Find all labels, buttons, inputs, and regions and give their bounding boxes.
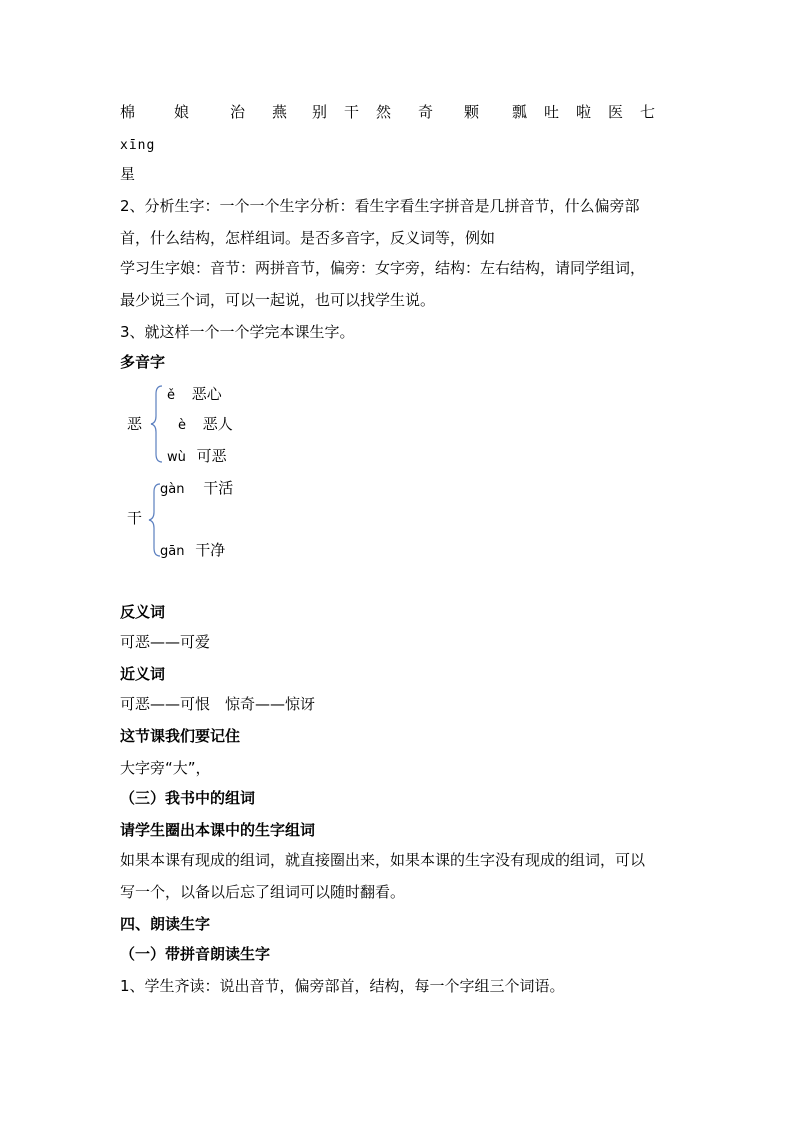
step2-line-1: 2、分析生字：一个一个生字分析：看生字看生字拼音是几拼音节，什么偏旁部 [120,197,640,215]
step2-line-4: 最少说三个词，可以一起说，也可以找学生说。 [120,291,436,309]
polyphone-char-gan: 干 [127,509,143,527]
char-item: 医 [608,103,624,121]
char-item: 七 [640,103,656,121]
char-item: 别 [312,103,328,121]
reading-row [167,384,222,406]
antonym-line: 可恶——可爱 [120,633,211,651]
char-item: 娘 [174,103,190,121]
reading-word: 恶人 [202,415,233,433]
char-item: 然 [376,103,392,121]
reading-word: 可恶 [196,447,227,465]
polyphone-heading: 多音字 [120,353,166,371]
reading-word: 恶心 [191,385,222,403]
circle-heading: 请学生圈出本课中的生字组词 [120,821,316,839]
reading-pinyin: ě [167,388,175,403]
step3-line: 3、就这样一个一个学完本课生字。 [120,323,355,341]
synonym-line: 可恶——可恨 惊奇——惊讶 [120,695,316,713]
reading-row [178,414,233,436]
char-item: 干 [344,103,360,121]
pinyin-xing: xīng [120,138,156,153]
char-item: 棉 [120,103,136,121]
reading-pinyin: è [178,418,186,433]
char-item: 奇 [418,103,434,121]
char-item: 燕 [272,103,288,121]
reading-pinyin: wù [167,450,186,465]
synonym-heading: 近义词 [120,665,166,683]
reading-word: 干净 [195,541,226,559]
reading-pinyin: gān [160,544,185,559]
step2-line-2: 首，什么结构，怎样组词。是否多音字，反义词等，例如 [120,229,496,247]
char-item: 啦 [576,103,592,121]
section3-heading: （三）我书中的组词 [120,789,256,807]
step2-line-3: 学习生字娘：音节：两拼音节，偏旁：女字旁，结构：左右结构，请同学组词， [120,259,646,277]
char-xing: 星 [120,165,136,183]
remember-line: 大字旁“大”， [120,759,211,777]
char-item: 吐 [544,103,560,121]
polyphone-char-e: 恶 [127,415,143,433]
char-item: 治 [230,103,246,121]
part4-heading: 四、朗读生字 [120,915,211,933]
reading-row [160,478,233,500]
antonym-heading: 反义词 [120,603,166,621]
brace-icon [150,384,164,464]
circle-line-2: 写一个，以备以后忘了组词可以随时翻看。 [120,883,406,901]
part4-subheading: （一）带拼音朗读生字 [120,945,271,963]
part4-line-1: 1、学生齐读：说出音节，偏旁部首，结构，每一个字组三个词语。 [120,977,565,995]
reading-row [160,540,225,562]
circle-line-1: 如果本课有现成的组词，就直接圈出来，如果本课的生字没有现成的组词，可以 [120,851,646,869]
char-item: 瓢 [512,103,528,121]
reading-row [167,446,227,468]
reading-word: 干活 [203,479,234,497]
reading-pinyin: gàn [160,482,185,497]
char-item: 颗 [464,103,480,121]
remember-heading: 这节课我们要记住 [120,727,241,745]
